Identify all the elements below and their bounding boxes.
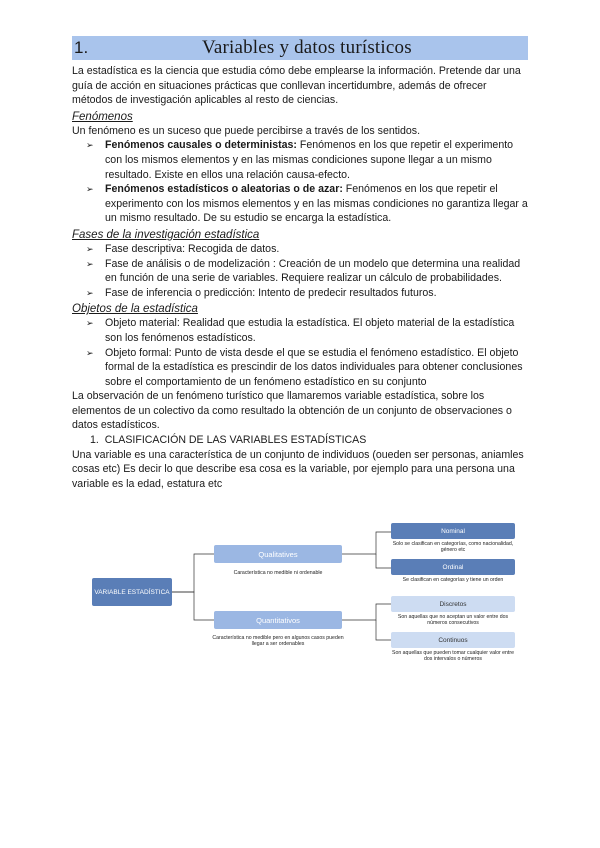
connector-line (172, 554, 214, 592)
page-title: Variables y datos turísticos (202, 37, 412, 58)
variable-definition: Una variable es una característica de un conjunto de individuos (oueden ser personas, aniamles cosas etc) Es decir lo que describe esa cosa es la variable, por ejemplo para una persona una variable es la edad, estatura etc (72, 448, 524, 490)
connector-line (342, 532, 391, 554)
arrow-bullet-icon: ➢ (86, 184, 94, 195)
ordinal-box: Ordinal (391, 559, 515, 575)
term-bold: Fenómenos causales o deterministas: (105, 139, 297, 152)
clasificacion-heading: 1. CLASIFICACIÓN DE LAS VARIABLES ESTADÍSTICAS (90, 434, 367, 447)
document-page (72, 36, 528, 491)
list-item: ➢ Objeto formal: Punto de vista desde el que se estudia el fenómeno estadístico. El objeto formal de la estadística es prescindir de los datos individuales para obtener conclusiones sobre el comportamiento de un fenómeno estadístico en su conjunto (86, 346, 523, 388)
section-heading-objetos: Objetos de la estadística (72, 303, 198, 316)
title-number: 1. (74, 38, 89, 57)
qualitative-box: Qualitatives (214, 545, 342, 563)
arrow-bullet-icon: ➢ (86, 140, 94, 151)
objetos-list (72, 316, 528, 389)
variable-classification-diagram (84, 518, 520, 674)
discretos-box: Discretos (391, 596, 515, 612)
nominal-box: Nominal (391, 523, 515, 539)
root-box: VARIABLE ESTADÍSTICA (92, 578, 172, 606)
arrow-bullet-icon: ➢ (86, 243, 94, 254)
list-item: ➢ Fase de análisis o de modelización : Creación de un modelo que determina una realidad en función de una serie de variables. Requiere realizar un cálculo de probabilidades. (86, 257, 521, 285)
title-bar (72, 36, 528, 60)
term-bold: Fenómenos estadísticos o aleatorias o de azar: (105, 183, 343, 196)
qualitative-description: Característica no medible ni ordenable (233, 570, 323, 576)
observacion-paragraph: La observación de un fenómeno turístico que llamaremos variable estadística, sobre los elementos de un colectivo da como resultado la obtención de un conjunto de observaciones o datos estadísticos. (72, 390, 512, 432)
list-item: ➢ Fase descriptiva: Recogida de datos. (86, 242, 280, 255)
fases-list (72, 242, 528, 300)
list-item (72, 138, 528, 182)
list-item: ➢ Objeto material: Realidad que estudia la estadística. El objeto material de la estadística son los fenómenos estadísticos. (86, 317, 515, 344)
nominal-description: Solo se clasifican en categorías, como nacionalidad, género etc (392, 541, 514, 554)
term-description: Fenómenos en los que repetir el experimento con los mismos elementos y en las mismas condiciones no garantiza llegar a un mismo resultado. De su estudio se encarga la estadística. (105, 183, 528, 225)
continuos-box: Continuos (391, 632, 515, 648)
arrow-bullet-icon: ➢ (86, 258, 94, 269)
connector-line (172, 592, 214, 620)
connector-line (342, 604, 391, 620)
continuos-description: Son aquellas que pueden tomar cualquier valor entre dos intervalos o números (392, 650, 514, 663)
connector-line (376, 620, 391, 640)
section-heading-fases: Fases de la investigación estadística (72, 228, 260, 241)
section-heading-fenomenos: Fenómenos (72, 110, 133, 123)
list-item: ➢ Fase de inferencia o predicción: Intento de predecir resultados futuros. (86, 286, 437, 299)
discretos-description: Son aquellas que no aceptan un valor entre dos números consecutivos (397, 614, 509, 627)
ordinal-description: Se clasifican en categorías y tiene un orden (402, 577, 504, 583)
arrow-bullet-icon: ➢ (86, 287, 94, 298)
arrow-bullet-icon: ➢ (86, 318, 94, 329)
fenomeno-definition: Un fenómeno es un suceso que puede percibirse a través de los sentidos. (72, 124, 421, 137)
fenomenos-list (72, 138, 528, 226)
intro-paragraph: La estadística es la ciencia que estudia cómo debe emplearse la información. Pretende dar una guía de acción en situaciones prácticas que conllevan incertidumbre, además de ofrecer métodos de investigación aplicables al resto de ciencias. (72, 65, 521, 107)
arrow-bullet-icon: ➢ (86, 347, 94, 358)
quantitative-description: Característica no medible pero en algunos casos pueden llegar a ser ordenables (212, 635, 344, 648)
quantitative-box: Quantitativos (214, 611, 342, 629)
term-description: Fenómenos en los que repetir el experimento con los mismos elementos y en las mismas condiciones supone llegar a un mismo resultado. Existe en ellos una relación causa-efecto. (105, 139, 514, 181)
connector-line (376, 554, 391, 568)
list-item (72, 182, 528, 226)
